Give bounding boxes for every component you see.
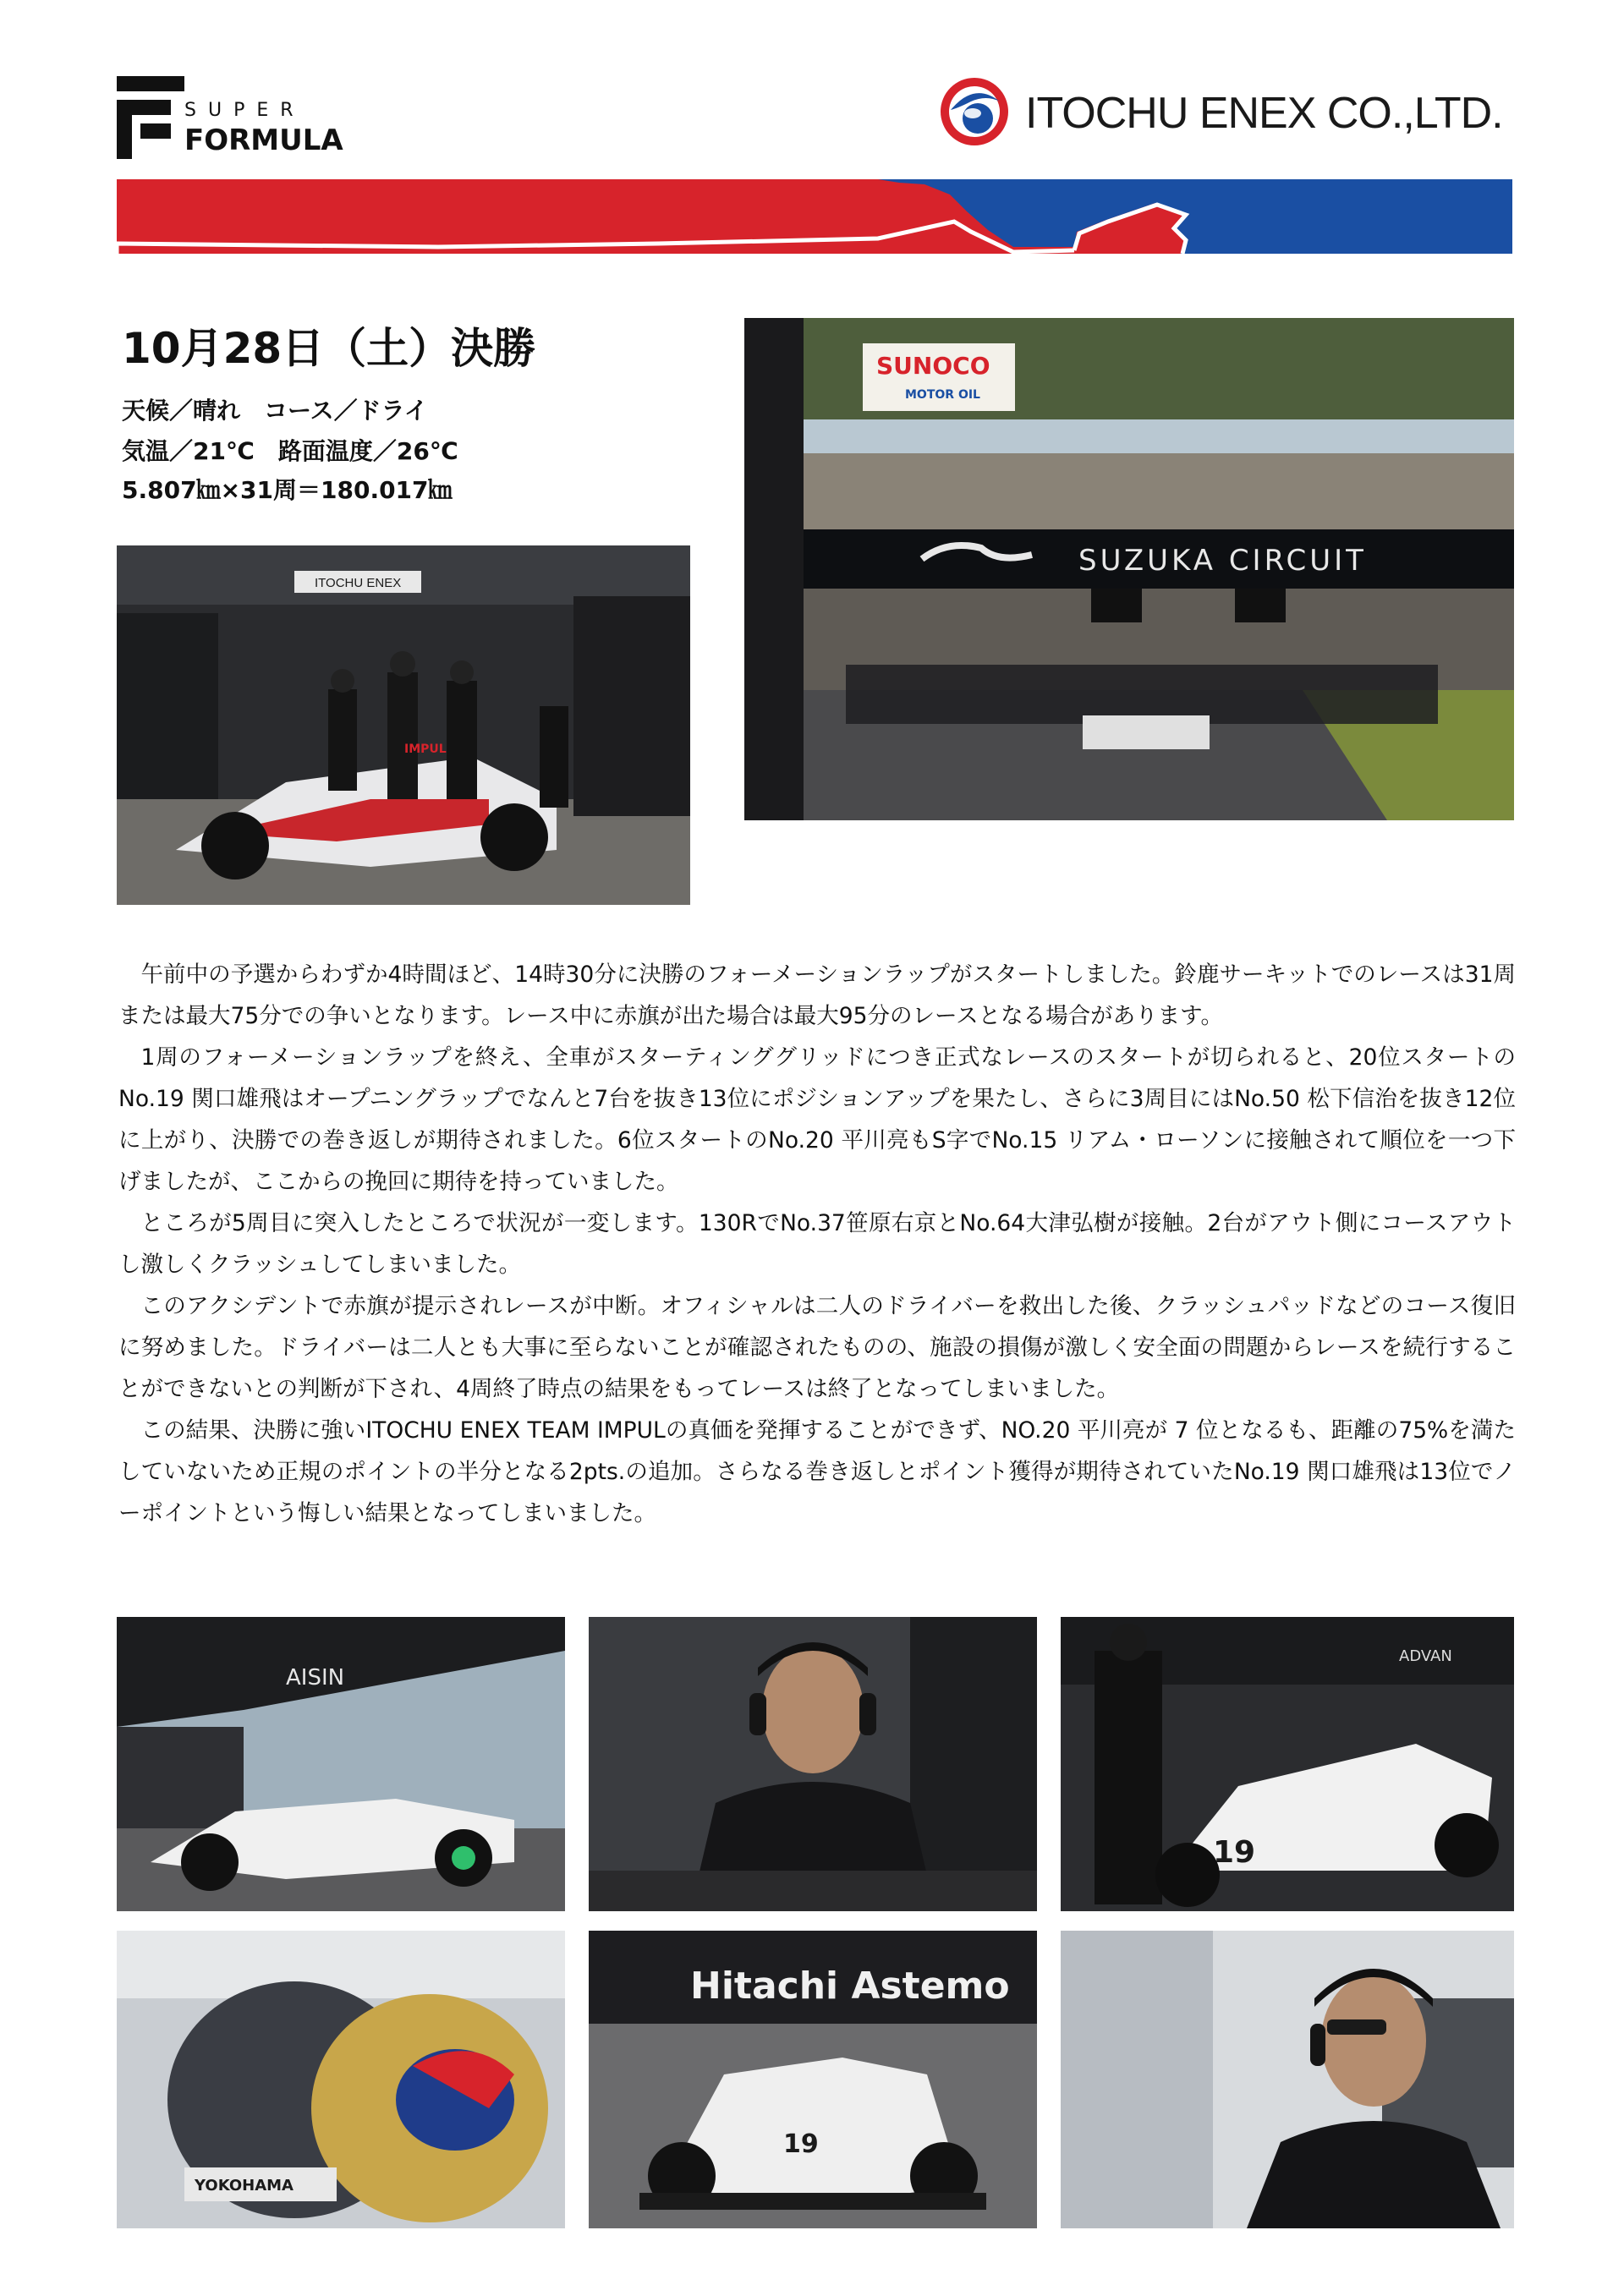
logo-bar-top: [117, 76, 184, 91]
race-report-body: [118, 954, 1516, 1534]
gallery-car-on-track: [589, 1931, 1037, 2228]
suzuka-banner-text: SUZUKA CIRCUIT: [1078, 544, 1367, 578]
sunoco-board-text: SUNOCO: [876, 352, 990, 380]
hitachi-sign-text: Hitachi Astemo: [690, 1964, 1010, 2008]
aisin-sign-text: AISIN: [286, 1665, 345, 1690]
logo-formula-text: FORMULA: [184, 123, 343, 157]
yokohama-text: YOKOHAMA: [195, 2177, 294, 2195]
paragraph-result: この結果、決勝に強いITOCHU ENEX TEAM IMPULの真価を発揮することができず、NO.20 平川亮が 7 位となるも、距離の75%を満たしていないため正規のポイントの半分となる2pts.の追加。さらなる巻き返しとポイント獲得が期待されていたNo.19 関口雄飛は13位でノーポイントという悔しい結果となってしまいました。: [118, 1417, 1516, 1526]
team-mark-text: IMPUL: [404, 743, 447, 756]
paragraph-opening-lap: 1周のフォーメーションラップを終え、全車がスターティンググリッドにつき正式なレースのスタートが切られると、20位スタートのNo.19 関口雄飛はオープニングラップでなんと7台を抜き13位にポジションアップを果たし、さらに3周目にはNo.50 松下信治を抜き12位に上がり、決勝での巻き返しが期待されました。6位スタートのNo.20 平川亮もS字でNo.15 リアム・ローソンに接触されて順位を一つ下げましたが、ここからの挽回に期待を持っていました。: [118, 1044, 1516, 1195]
gallery-helmets: [117, 1931, 565, 2228]
itochu-enex-name: ITOCHU ENEX CO.,LTD.: [1025, 89, 1503, 138]
itochu-enex-mark-icon: [939, 76, 1010, 147]
logo-bar-stem: [117, 100, 132, 159]
temperature-conditions: 気温／21℃ 路面温度／26℃: [122, 437, 458, 465]
grid-photo: [744, 318, 1514, 820]
race-title: 10月28日（土）決勝: [122, 324, 536, 373]
super-formula-logo: [117, 76, 370, 161]
car-number-19-track-text: 19: [783, 2129, 819, 2159]
pitstop-photo: [117, 545, 690, 905]
itochu-enex-logo: [939, 76, 1514, 152]
paragraph-red-flag: このアクシデントで赤旗が提示されレースが中断。オフィシャルは二人のドライバーを救出した後、クラッシュパッドなどのコース復旧に努めました。ドライバーは二人とも大事に至らないことが確認されたものの、施設の損傷が激しく安全面の問題からレースを続行することができないとの判断が下され、4周終了時点の結果をもってレースは終了となってしまいました。: [118, 1293, 1516, 1402]
sunoco-sub-text: MOTOR OIL: [905, 388, 980, 402]
track-banner: [117, 179, 1512, 254]
logo-super-text: SUPER: [184, 100, 305, 121]
logo-bar-inner: [140, 123, 171, 139]
gallery-engineer-headset: [589, 1617, 1037, 1911]
gallery-team-staff-headset: [1061, 1931, 1514, 2228]
paragraph-crash: ところが5周目に突入したところで状況が一変します。130RでNo.37笹原右京とNo.64大津弘樹が接触。2台がアウト側にコースアウトし激しくクラッシュしてしまいました。: [118, 1210, 1516, 1278]
car-number-19-text: 19: [1213, 1835, 1256, 1870]
paragraph-formation-lap: 午前中の予選からわずか4時間ほど、14時30分に決勝のフォーメーションラップがスタートしました。鈴鹿サーキットでのレースは31周または最大75分での争いとなります。レース中に赤旗が出た場合は最大95分のレースとなる場合があります。: [118, 962, 1516, 1029]
weather-course-conditions: 天候／晴れ コース／ドライ: [122, 397, 428, 425]
advan-sign-text: ADVAN: [1399, 1647, 1452, 1665]
race-distance: 5.807㎞×31周＝180.017㎞: [122, 476, 453, 504]
gallery-car-19-garage: [1061, 1617, 1514, 1911]
pit-sign-text: ITOCHU ENEX: [315, 576, 402, 590]
gallery-car-pit-lane: [117, 1617, 565, 1911]
